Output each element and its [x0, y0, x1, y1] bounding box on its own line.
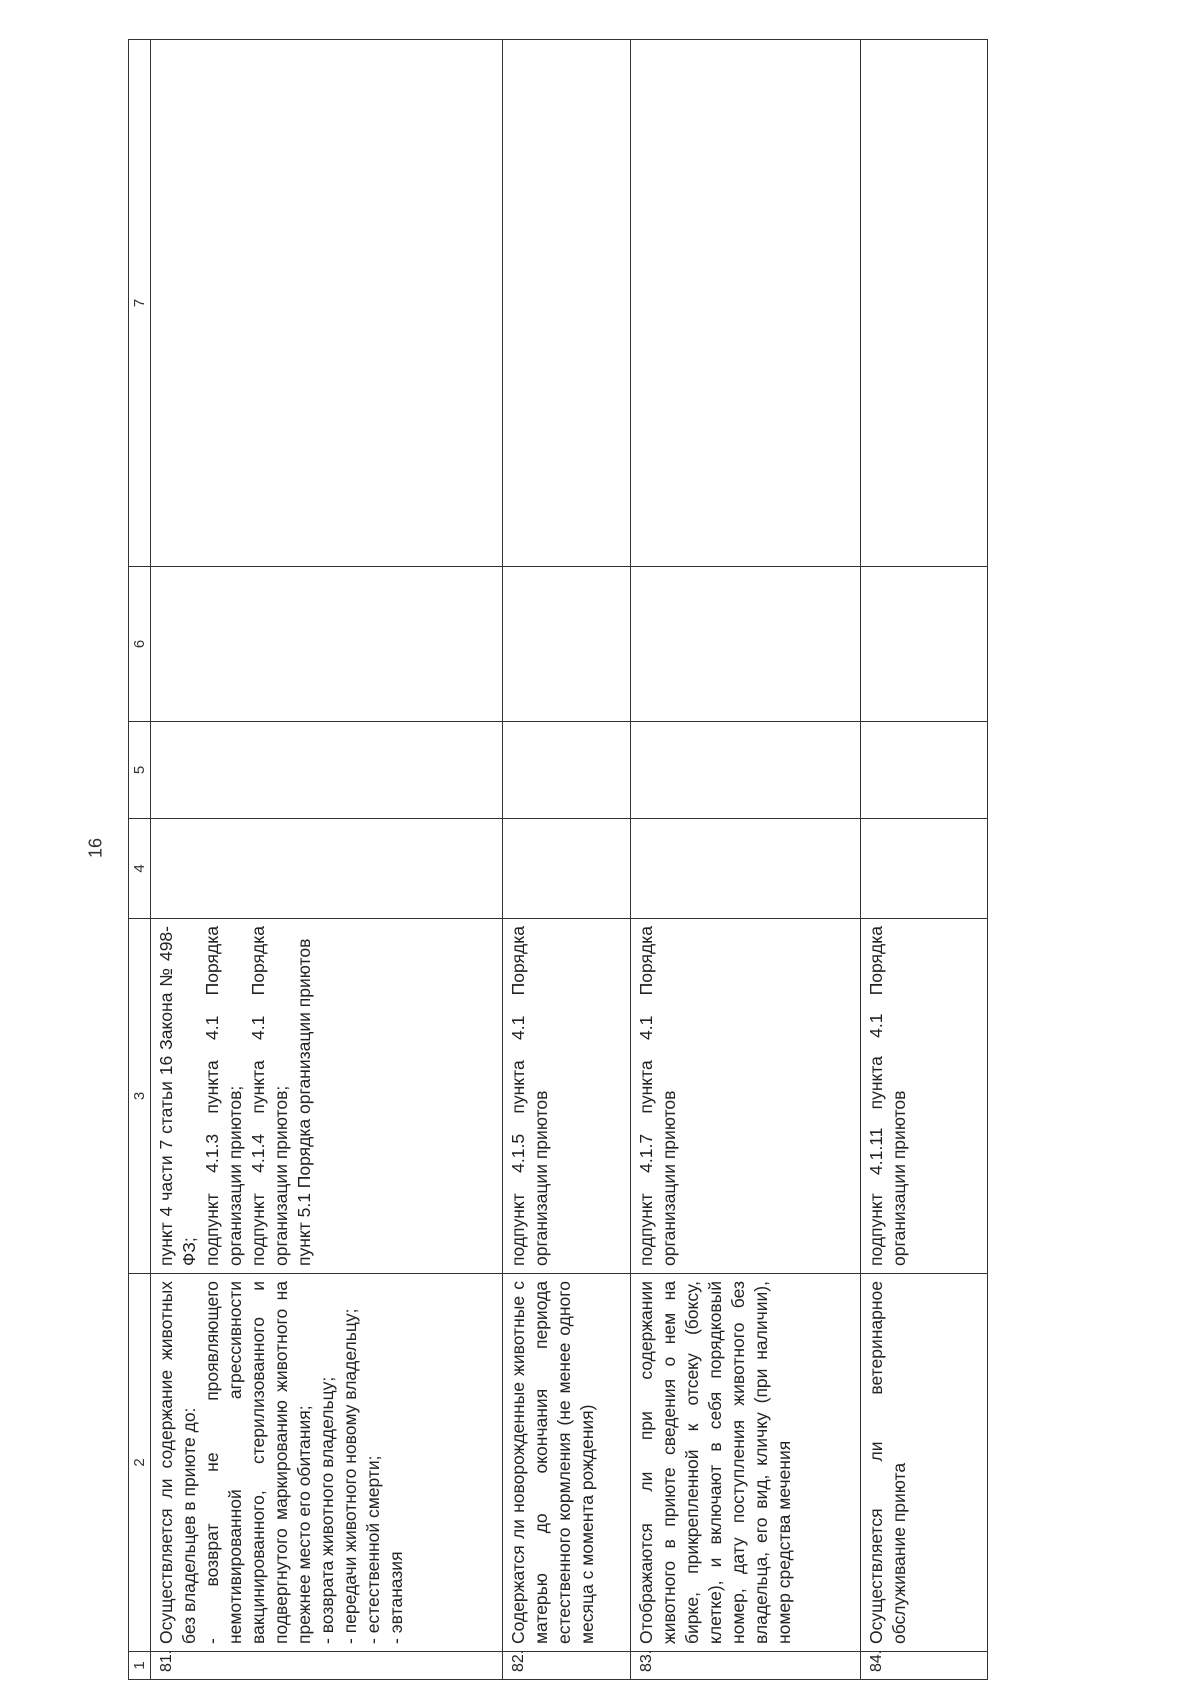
- question-line: - возврата животного владельцу;: [317, 1376, 337, 1644]
- basis-line: подпункт 4.1.7 пункта 4.1 Порядка организации приютов: [636, 926, 679, 1266]
- basis-line: пункт 5.1 Порядка организации приютов: [294, 938, 314, 1266]
- question-line: - естественной смерти;: [363, 1455, 383, 1644]
- header-row: [129, 40, 151, 1680]
- answer-cell: [861, 722, 988, 819]
- note-cell: [151, 40, 503, 567]
- question-line: Содержатся ли новорожденные животные с матерью до окончания периода естественного кормления (не менее одного месяца с момента рождения): [508, 1281, 597, 1644]
- question-cell: [861, 1274, 988, 1652]
- header-cell: 5: [129, 722, 151, 819]
- note-cell: [503, 40, 631, 567]
- note-cell: [631, 40, 861, 567]
- answer-cell: [503, 722, 631, 819]
- question-cell: [503, 1274, 631, 1652]
- table-row: [151, 40, 503, 1680]
- answer-cell: [861, 567, 988, 722]
- table-row: [861, 40, 988, 1680]
- row-number: 82.: [503, 1652, 631, 1680]
- answer-cell: [631, 567, 861, 722]
- basis-line: подпункт 4.1.5 пункта 4.1 Порядка организации приютов: [508, 926, 551, 1266]
- answer-cell: [503, 567, 631, 722]
- note-cell: [861, 40, 988, 567]
- basis-cell: [151, 919, 503, 1274]
- checklist-table-rotated: [128, 40, 988, 1680]
- question-line: Осуществляется ли ветеринарное обслуживание приюта: [866, 1281, 909, 1644]
- header-cell: 6: [129, 567, 151, 722]
- row-number: 83.: [631, 1652, 861, 1680]
- answer-cell: [503, 819, 631, 919]
- answer-cell: [861, 819, 988, 919]
- basis-line: подпункт 4.1.11 пункта 4.1 Порядка организации приютов: [866, 926, 909, 1266]
- question-cell: [151, 1274, 503, 1652]
- basis-line: пункт 4 части 7 статьи 16 Закона № 498-ФЗ;: [156, 926, 199, 1266]
- question-line: Отображаются ли при содержании животного в приюте сведения о нем на бирке, прикрепленной к отсеку (боксу, клетке), и включают в себя порядковый номер, дату поступления животного без владельца, его вид, кличку (при наличии), номер средства мечения: [636, 1281, 794, 1644]
- table-row: [631, 40, 861, 1680]
- question-line: Осуществляется ли содержание животных без владельцев в приюте до:: [156, 1281, 199, 1644]
- header-cell: 4: [129, 819, 151, 919]
- header-cell: 3: [129, 919, 151, 1274]
- question-line: - передачи животного новому владельцу;: [340, 1308, 360, 1644]
- header-cell: 7: [129, 40, 151, 567]
- question-cell: [631, 1274, 861, 1652]
- answer-cell: [151, 567, 503, 722]
- answer-cell: [631, 819, 861, 919]
- row-number: 81.: [151, 1652, 503, 1680]
- answer-cell: [151, 722, 503, 819]
- header-cell: 1: [129, 1652, 151, 1680]
- basis-line: подпункт 4.1.4 пункта 4.1 Порядка организации приютов;: [248, 926, 291, 1266]
- row-number: 84.: [861, 1652, 988, 1680]
- table-row: [503, 40, 631, 1680]
- basis-cell: [503, 919, 631, 1274]
- basis-cell: [861, 919, 988, 1274]
- checklist-table: [128, 39, 988, 1680]
- basis-cell: [631, 919, 861, 1274]
- question-line: - эвтаназия: [386, 1551, 406, 1644]
- question-line: - возврат не проявляющего немотивированной агрессивности вакцинированного, стерилизованного и подвергнутого маркированию животного на прежнее место его обитания;: [202, 1281, 314, 1644]
- answer-cell: [151, 819, 503, 919]
- answer-cell: [631, 722, 861, 819]
- page-number: 16: [85, 837, 106, 859]
- header-cell: 2: [129, 1274, 151, 1652]
- basis-line: подпункт 4.1.3 пункта 4.1 Порядка организации приютов;: [202, 926, 245, 1266]
